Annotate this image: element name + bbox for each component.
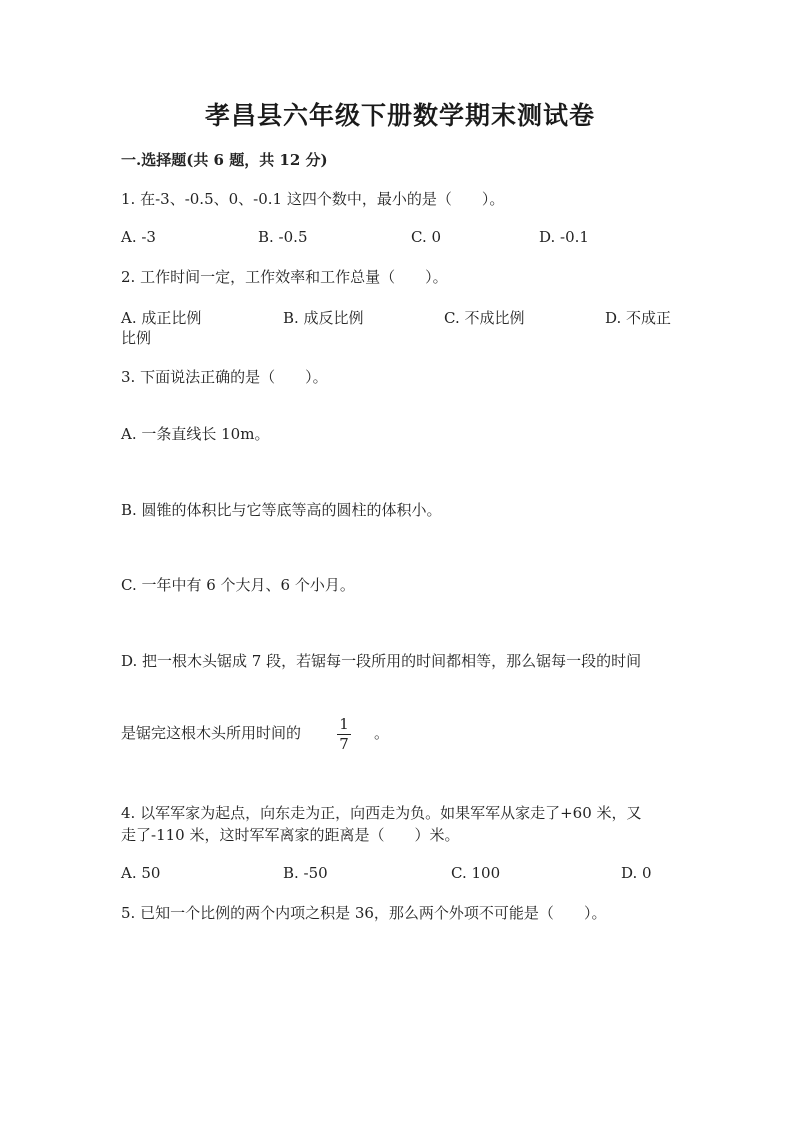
question-3-stem: 3. 下面说法正确的是（ ）。 bbox=[121, 368, 328, 386]
question-4-option-c[interactable]: C. 100 bbox=[451, 864, 501, 882]
question-3-option-d[interactable]: D. 把一根木头锯成 7 段，若锯每一段所用的时间都相等，那么锯每一段的时间 bbox=[121, 652, 642, 670]
question-1-option-b[interactable]: B. -0.5 bbox=[258, 228, 308, 246]
question-5-stem: 5. 已知一个比例的两个内项之积是 36，那么两个外项不可能是（ ）。 bbox=[121, 904, 607, 922]
question-3-option-a[interactable]: A. 一条直线长 10m。 bbox=[121, 425, 270, 443]
question-3-option-d-continued: 是锯完这根木头所用时间的 bbox=[121, 724, 302, 742]
question-2-stem: 2. 工作时间一定，工作效率和工作总量（ ）。 bbox=[121, 268, 448, 286]
question-3-option-d-end: 。 bbox=[374, 724, 390, 742]
page-title: 孝昌县六年级下册数学期末测试卷 bbox=[204, 101, 595, 130]
question-3-option-c[interactable]: C. 一年中有 6 个大月、6 个小月。 bbox=[121, 576, 355, 594]
question-2-option-d[interactable]: D. 不成正 bbox=[605, 309, 672, 327]
question-4-option-b[interactable]: B. -50 bbox=[283, 864, 328, 882]
question-3-option-b[interactable]: B. 圆锥的体积比与它等底等高的圆柱的体积小。 bbox=[121, 501, 442, 519]
question-4-stem-line-2: 走了-110 米，这时军军离家的距离是（ ）米。 bbox=[121, 826, 460, 844]
section-heading: 一.选择题(共 6 题，共 12 分) bbox=[121, 151, 328, 169]
question-1-option-c[interactable]: C. 0 bbox=[411, 228, 442, 246]
fraction-numerator: 1 bbox=[339, 715, 349, 733]
question-2-option-a[interactable]: A. 成正比例 bbox=[121, 309, 202, 327]
fraction-denominator: 7 bbox=[339, 735, 349, 753]
question-4-stem-line-1: 4. 以军军家为起点，向东走为正，向西走为负。如果军军从家走了+60 米，又 bbox=[121, 804, 642, 822]
question-1-option-a[interactable]: A. -3 bbox=[121, 228, 156, 246]
question-4-option-a[interactable]: A. 50 bbox=[121, 864, 161, 882]
question-1-option-d[interactable]: D. -0.1 bbox=[539, 228, 589, 246]
question-4-option-d[interactable]: D. 0 bbox=[621, 864, 652, 882]
question-2-option-b[interactable]: B. 成反比例 bbox=[283, 309, 364, 327]
question-2-option-c[interactable]: C. 不成比例 bbox=[444, 309, 525, 327]
question-1-stem: 1. 在-3、-0.5、0、-0.1 这四个数中，最小的是（ ）。 bbox=[121, 190, 505, 208]
question-2-option-d-wrap: 比例 bbox=[121, 329, 152, 347]
fraction bbox=[334, 716, 354, 753]
